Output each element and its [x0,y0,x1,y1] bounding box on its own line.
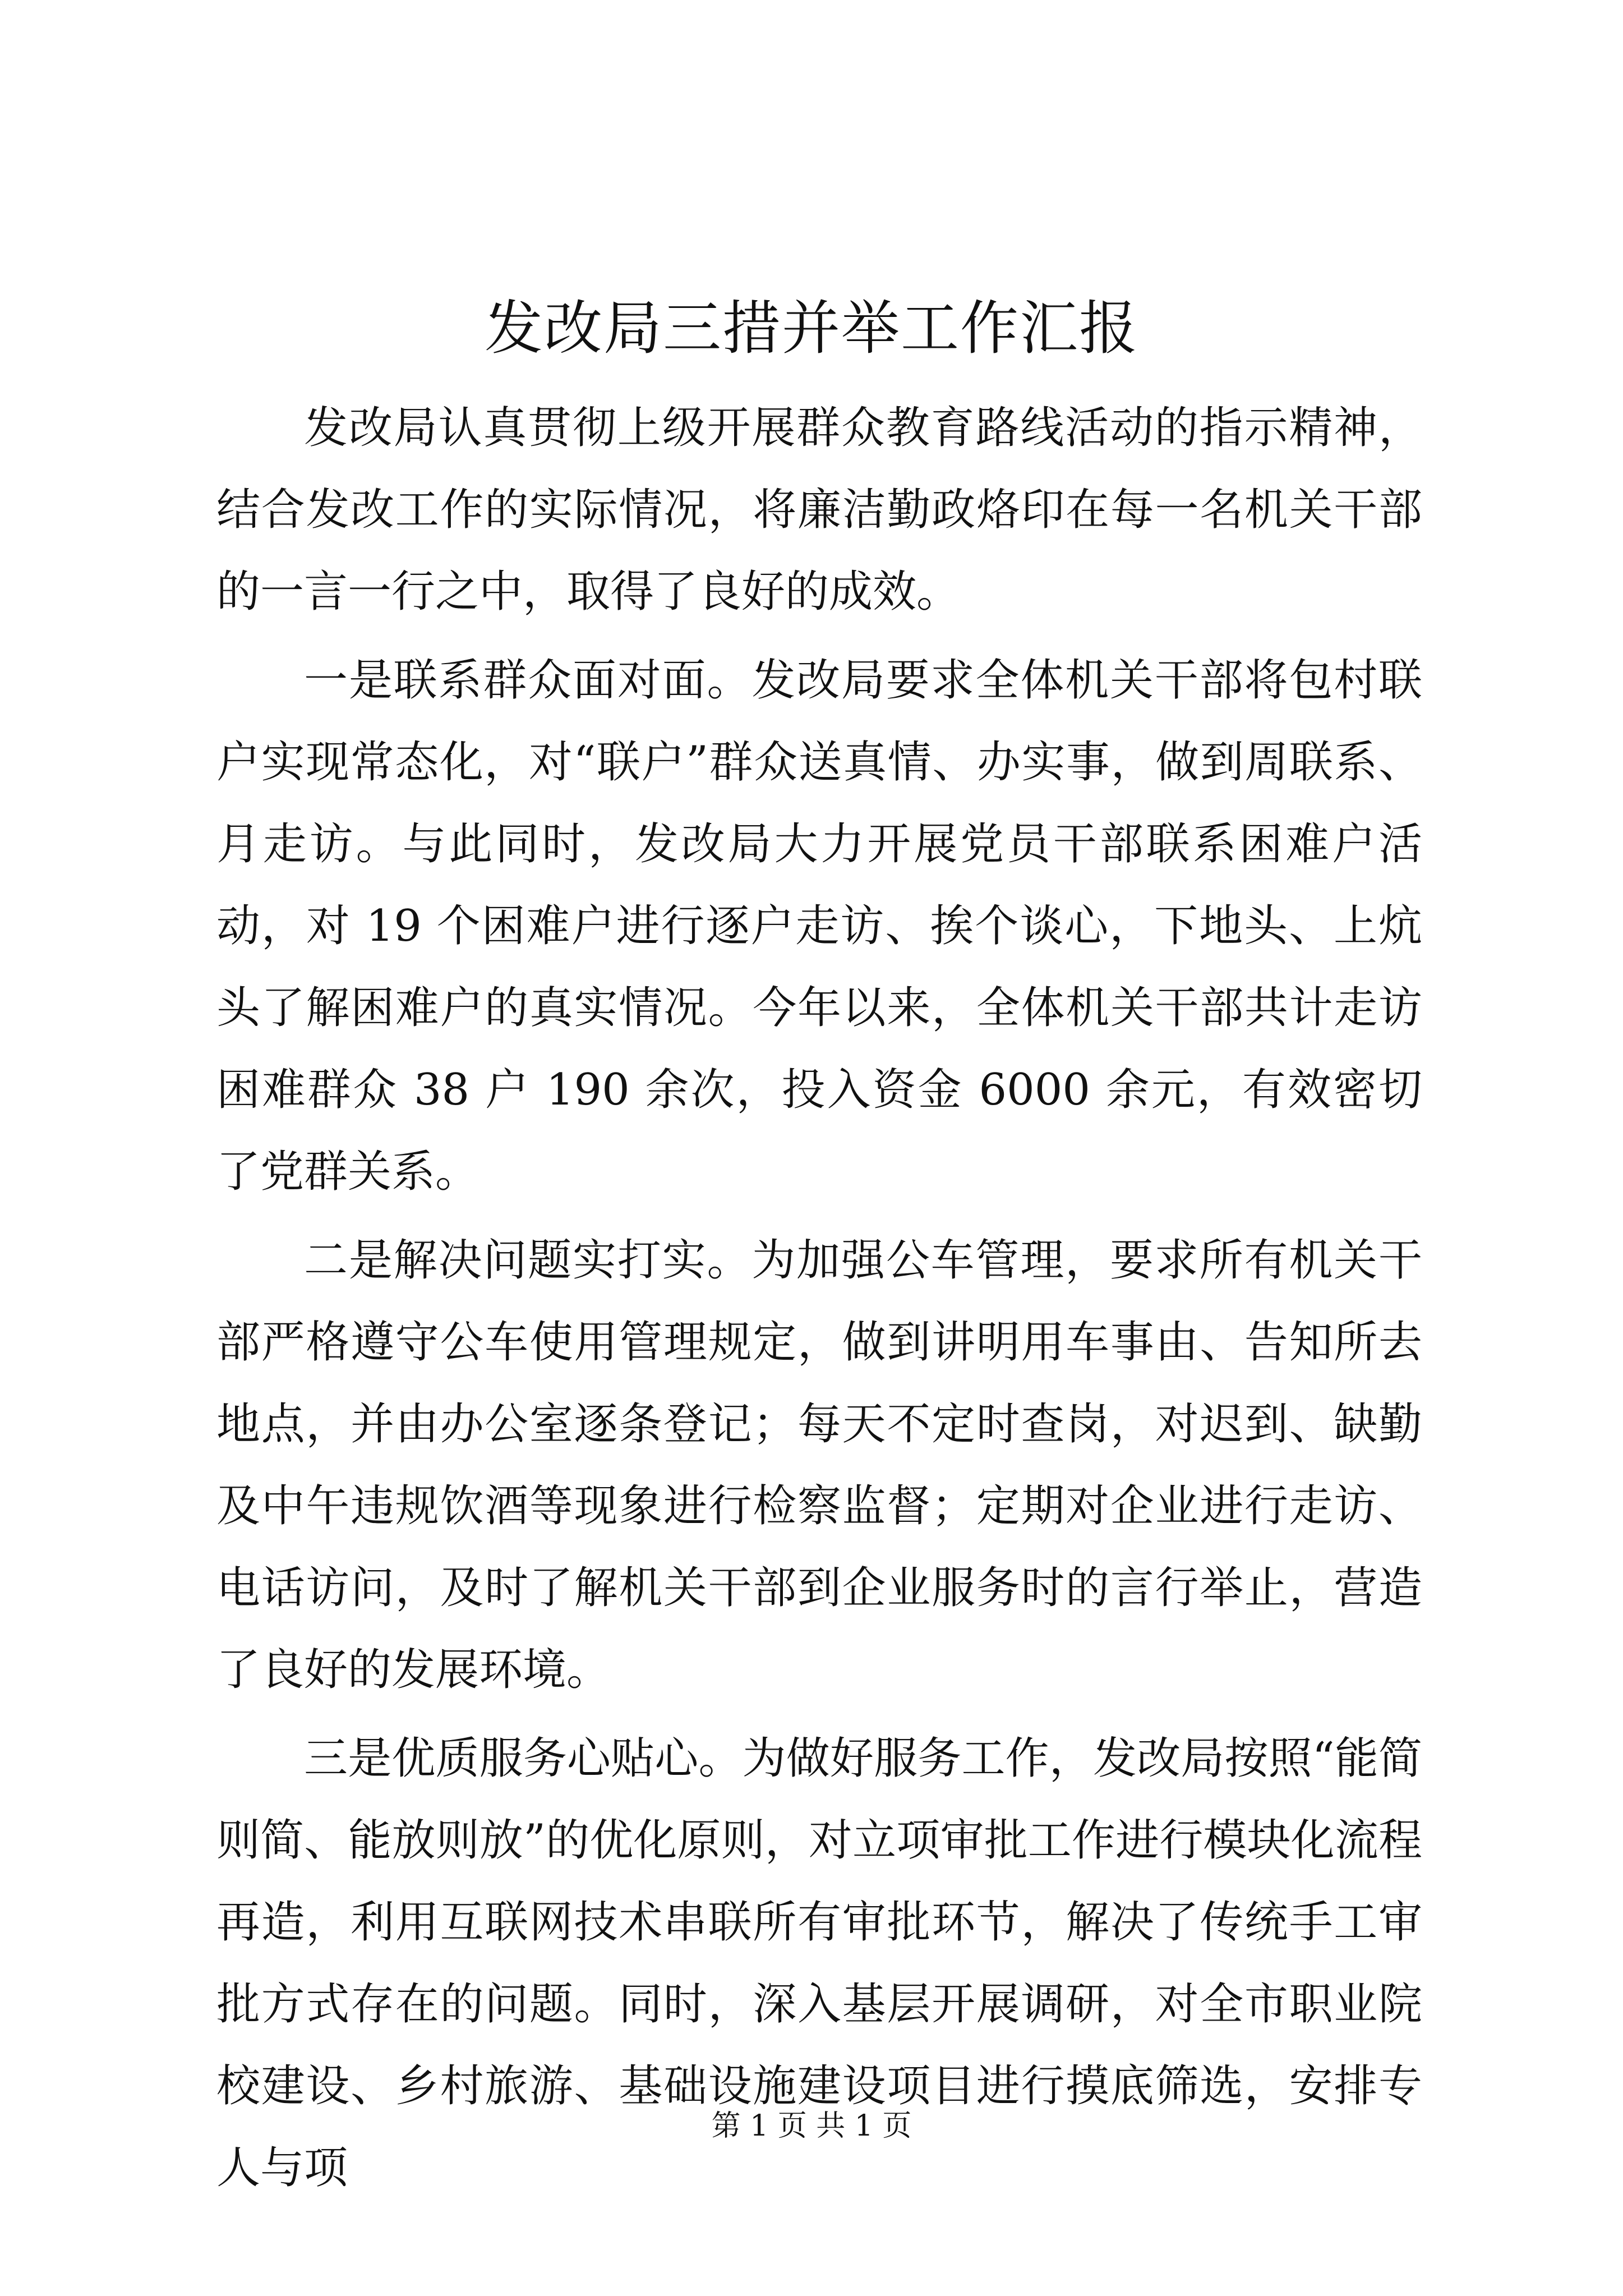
page-number-footer: 第 1 页 共 1 页 [711,2109,912,2143]
paragraph-point-two: 二是解决问题实打实。为加强公车管理，要求所有机关干部严格遵守公车使用管理规定，做到讲明用车事由、告知所去地点，并由办公室逐条登记；每天不定时查岗，对迟到、缺勤及中午违规饮酒等现象进行检察监督；定期对企业进行走访、电话访问，及时了解机关干部到企业服务时的言行举止，营造了良好的发展环境。 [216,1235,1422,1695]
paragraph-point-three: 三是优质服务心贴心。为做好服务工作，发改局按照“能简则简、能放则放”的优化原则，对立项审批工作进行模块化流程再造，利用互联网技术串联所有审批环节，解决了传统手工审批方式存在的问题。同时，深入基层开展调研，对全市职业院校建设、乡村旅游、基础设施建设项目进行摸底筛选，安排专人与项 [216,1733,1422,2193]
paragraph-intro: 发改局认真贯彻上级开展群众教育路线活动的指示精神，结合发改工作的实际情况，将廉洁勤政烙印在每一名机关干部的一言一行之中，取得了良好的成效。 [216,403,1422,617]
paragraph-point-one: 一是联系群众面对面。发改局要求全体机关干部将包村联户实现常态化，对“联户”群众送真情、办实事，做到周联系、月走访。与此同时，发改局大力开展党员干部联系困难户活动，对 19 个困难户进行逐户走访、挨个谈心，下地头、上炕头了解困难户的真实情况。今年以来，全体机关干部共计走访困难群众 38 户 190 余次，投入资金 6000 余元，有效密切了党群关系。 [216,655,1422,1197]
document-body [216,387,1422,2209]
document-title: 发改局三措并举工作汇报 [484,294,1138,362]
